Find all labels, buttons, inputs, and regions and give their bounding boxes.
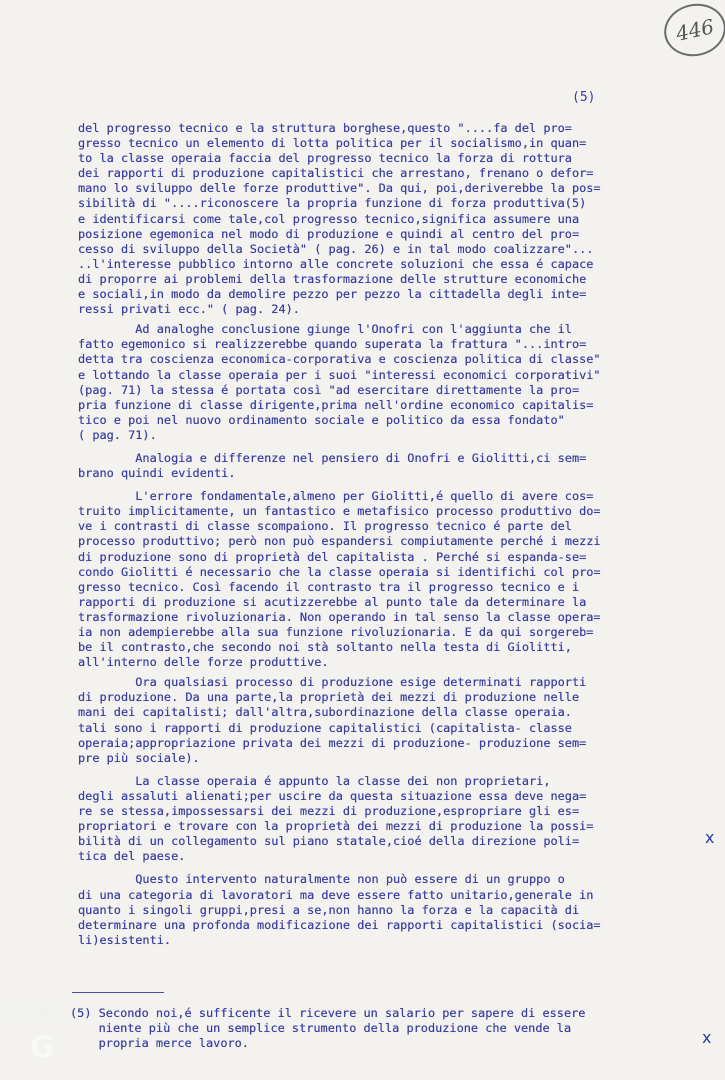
- footnote-line: (5) Secondo noi,é sufficente il ricevere un salario per sapere di essere: [70, 1006, 586, 1020]
- text-line: Analogia e differenze nel pensiero di Onofri e Giolitti,ci sem=: [78, 450, 587, 465]
- paragraph-gap: [78, 481, 710, 489]
- text-line: pria funzione di classe dirigente,prima nell'ordine economico capitalis=: [78, 397, 594, 412]
- page-number-text: 446: [673, 14, 717, 46]
- body-text: [78, 121, 710, 948]
- text-line: bilità di un collegamento sul piano statale,cioé della direzione poli=: [78, 834, 580, 849]
- text-line: mani dei capitalisti; dall'altra,subordinazione della classe operaia.: [78, 705, 572, 720]
- text-line: del progresso tecnico e la struttura borghese,questo "....fa del pro=: [78, 121, 572, 135]
- text-line: L'errore fondamentale,almeno per Giolitti,é quello di avere cos=: [78, 489, 594, 504]
- text-line: ..l'interesse pubblico intorno alle concrete soluzioni che essa é capace: [78, 256, 594, 271]
- text-line: cesso di sviluppo della Società" ( pag. 26) e in tal modo coalizzare"...: [78, 241, 594, 256]
- archive-watermark-letter: G: [30, 1030, 55, 1065]
- text-line: e lottando la classe operaia per i suoi "interessi economici corporativi": [78, 367, 601, 382]
- text-line: gresso tecnico. Così facendo il contrasto tra il progresso tecnico e i: [78, 579, 580, 594]
- text-line: rapporti di produzione si acutizzerebbe al punto tale da determinare la: [78, 594, 587, 609]
- text-line: di una categoria di lavoratori ma deve essere fatto unitario,generale in: [78, 887, 594, 902]
- text-line: Ad analoghe conclusione giunge l'Onofri con l'aggiunta che il: [78, 322, 572, 337]
- text-line: e sociali,in modo da demolire pezzo per pezzo la cittadella degli inte=: [78, 287, 587, 302]
- text-line: all'interno delle forze produttive.: [78, 655, 329, 670]
- margin-mark-x-2: x: [702, 1028, 712, 1047]
- text-line: ressi privati ecc." ( pag. 24).: [78, 302, 300, 317]
- text-line: to la classe operaia faccia del progresso tecnico la forza di rottura: [78, 151, 572, 166]
- text-line: di produzione. Da una parte,la proprietà dei mezzi di produzione nelle: [78, 690, 580, 705]
- text-line: Questo intervento naturalmente non può essere di un gruppo o: [78, 872, 565, 887]
- text-line: detta tra coscienza economica-corporativa e coscienza politica di classe": [78, 352, 601, 367]
- text-line: dei rapporti di produzione capitalistici che arrestano, frenano o defor=: [78, 166, 594, 181]
- text-line: re se stessa,impossessarsi dei mezzi di produzione,espropriare gli es=: [78, 804, 580, 819]
- text-line: e identificarsi come tale,col progresso tecnico,significa assumere una: [78, 211, 580, 226]
- text-line: fatto egemonico si realizzerebbe quando superata la frattura "...intro=: [78, 337, 587, 352]
- text-line: La classe operaia é appunto la classe dei non proprietari,: [78, 773, 551, 788]
- footnote-line: niente più che un semplice strumento della produzione che vende la: [70, 1021, 572, 1036]
- paragraph-gap: [78, 766, 710, 774]
- text-line: ia non adempierebbe alla sua funzione rivoluzionaria. E da qui sorgereb=: [78, 625, 594, 639]
- text-line: di proporre ai problemi della trasformazione delle strutture economiche: [78, 271, 587, 286]
- text-line: li)esistenti.: [78, 932, 172, 947]
- text-line: operaia;appropriazione privata dei mezzi di produzione- produzione sem=: [78, 735, 587, 750]
- text-line: determinare una profonda modificazione dei rapporti capitalistici (socia=: [78, 917, 601, 932]
- handwritten-page-number: [659, 0, 725, 62]
- text-line: ( pag. 71).: [78, 427, 157, 442]
- text-line: processo produttivo; però non può espandersi compiutamente perché i mezzi: [78, 534, 601, 549]
- text-line: trasformazione rivoluzionaria. Non operando in tal senso la classe opera=: [78, 609, 601, 624]
- text-line: sibilità di "....riconoscere la propria funzione di forza produttiva(5): [78, 196, 587, 211]
- text-line: truito implicitamente, un fantastico e metafisico processo produttivo do=: [78, 504, 601, 519]
- text-line: di produzione sono di proprietà del capitalista . Perché si espanda-se=: [78, 549, 587, 564]
- text-line: (pag. 71) la stessa é portata così "ad esercitare direttamente la pro=: [78, 382, 580, 397]
- footnote-divider: [72, 992, 164, 993]
- text-line: propriatori e trovare con la proprietà dei mezzi di produzione la possi=: [78, 819, 594, 834]
- text-line: condo Giolitti é necessario che la classe operaia si identifichi col pro=: [78, 564, 601, 579]
- text-line: mano lo sviluppo delle forze produttive". Da qui, poi,deriverebbe la pos=: [78, 181, 601, 196]
- text-line: Ora qualsiasi processo di produzione esige determinati rapporti: [78, 675, 587, 690]
- text-line: tico e poi nel nuovo ordinamento sociale e politico da essa fondato": [78, 412, 565, 427]
- text-line: pre più sociale).: [78, 750, 200, 765]
- text-line: degli assaluti alienati;per uscire da questa situazione essa deve nega=: [78, 788, 587, 803]
- text-line: tali sono i rapporti di produzione capitalistici (capitalista- classe: [78, 720, 572, 735]
- section-number: (5): [572, 90, 596, 105]
- margin-mark-x-1: x: [705, 828, 715, 847]
- text-line: tica del paese.: [78, 849, 186, 864]
- paragraph-gap: [78, 864, 710, 872]
- footnote: [70, 1006, 710, 1051]
- paragraph-gap: [78, 443, 710, 451]
- text-line: brano quindi evidenti.: [78, 466, 236, 481]
- text-line: quanto i singoli gruppi,presi a se,non hanno la forza e la capacità di: [78, 902, 580, 917]
- text-line: posizione egemonica nel modo di produzione e quindi al centro del pro=: [78, 226, 580, 241]
- text-line: be il contrasto,che secondo noi stà soltanto nella testa di Giolitti,: [78, 640, 572, 655]
- archive-watermark: FON: [4, 1000, 55, 1024]
- footnote-line: propria merce lavoro.: [70, 1036, 249, 1051]
- text-line: gresso tecnico un elemento di lotta politica per il socialismo,in quan=: [78, 136, 587, 151]
- text-line: ve i contrasti di classe scompaiono. Il progresso tecnico é parte del: [78, 519, 572, 534]
